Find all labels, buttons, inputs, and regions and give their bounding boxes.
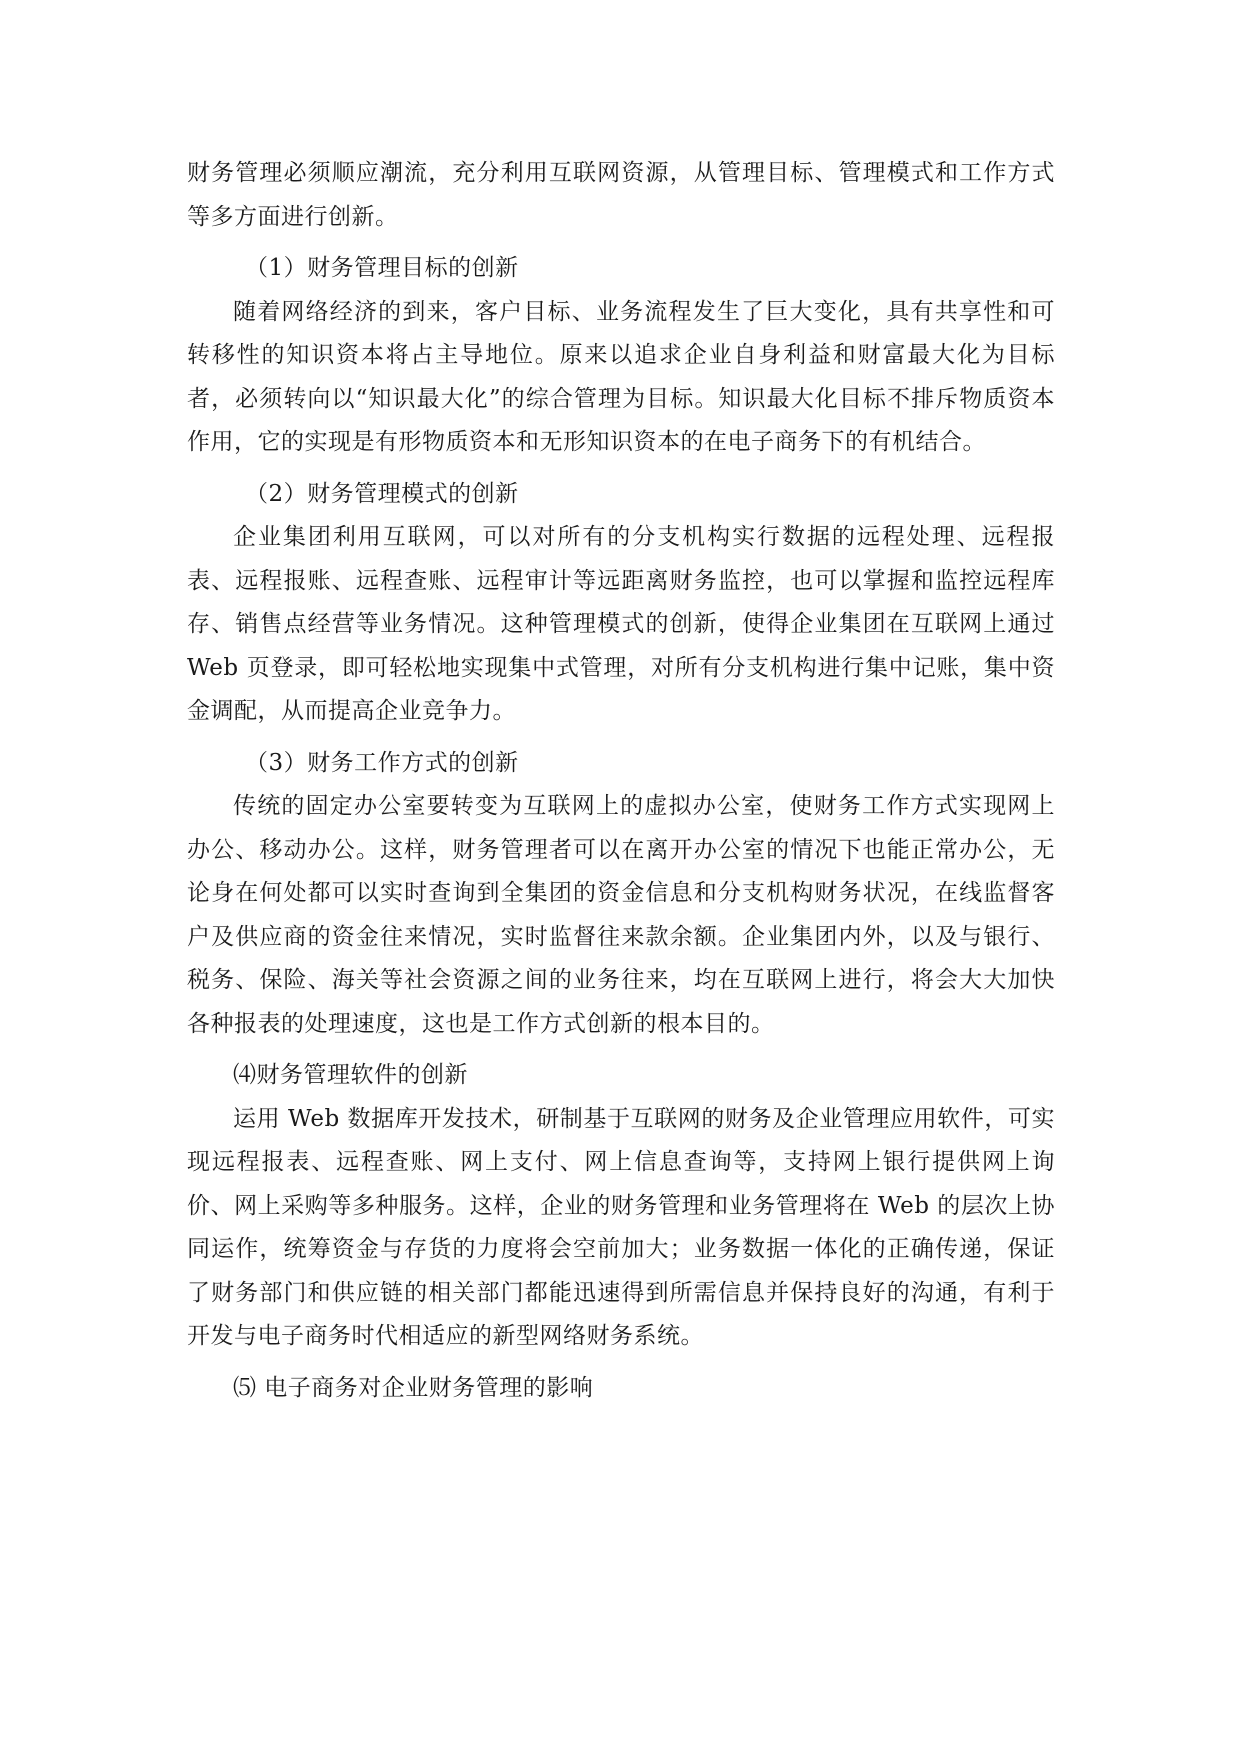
section-5-heading: ⑸ 电子商务对企业财务管理的影响 bbox=[233, 1374, 594, 1401]
section-4-heading: ⑷财务管理软件的创新 bbox=[233, 1062, 468, 1088]
section-2-body: 企业集团利用互联网，可以对所有的分支机构实行数据的远程处理、远程报表、远程报账、远程查账、远程审计等远距离财务监控，也可以掌握和监控远程库存、销售点经营等业务情况。这种管理模式的创新，使得企业集团在互联网上通过 Web 页登录，即可轻松地实现集中式管理，对所有分支机构进行集中记账，集中资金调配，从而提高企业竞争力。 bbox=[187, 524, 1055, 724]
section-1-body: 随着网络经济的到来，客户目标、业务流程发生了巨大变化，具有共享性和可转移性的知识资本将占主导地位。原来以追求企业自身利益和财富最大化为目标者，必须转向以“知识最大化”的综合管理为目标。知识最大化目标不排斥物质资本作用，它的实现是有形物质资本和无形知识资本的在电子商务下的有机结合。 bbox=[187, 298, 1055, 455]
section-1-heading: （1）财务管理目标的创新 bbox=[245, 255, 519, 281]
section-4-body: 运用 Web 数据库开发技术，研制基于互联网的财务及企业管理应用软件，可实现远程报表、远程查账、网上支付、网上信息查询等，支持网上银行提供网上询价、网上采购等多种服务。这样，企业的财务管理和业务管理将在 Web 的层次上协同运作，统筹资金与存货的力度将会空前加大；业务数据一体化的正确传递，保证了财务部门和供应链的相关部门都能迅速得到所需信息并保持良好的沟通，有利于开发与电子商务时代相适应的新型网络财务系统。 bbox=[187, 1105, 1055, 1349]
section-3-body: 传统的固定办公室要转变为互联网上的虚拟办公室，使财务工作方式实现网上办公、移动办公。这样，财务管理者可以在离开办公室的情况下也能正常办公，无论身在何处都可以实时查询到全集团的资金信息和分支机构财务状况，在线监督客户及供应商的资金往来情况，实时监督往来款余额。企业集团内外，以及与银行、税务、保险、海关等社会资源之间的业务往来，均在互联网上进行，将会大大加快各种报表的处理速度，这也是工作方式创新的根本目的。 bbox=[187, 793, 1055, 1037]
section-3-heading: （3）财务工作方式的创新 bbox=[245, 749, 519, 776]
intro-paragraph: 财务管理必须顺应潮流，充分利用互联网资源，从管理目标、管理模式和工作方式等多方面进行创新。 bbox=[187, 160, 1055, 230]
body-text bbox=[187, 152, 1055, 1410]
section-2-heading: （2）财务管理模式的创新 bbox=[245, 480, 519, 507]
